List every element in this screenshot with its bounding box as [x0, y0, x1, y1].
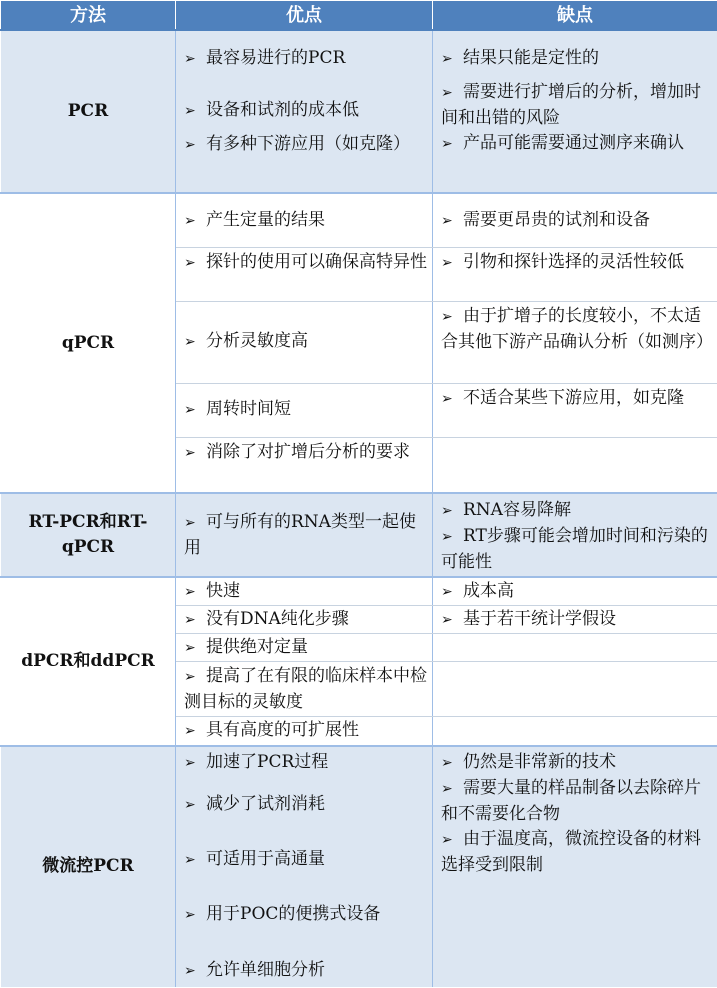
list-item: ➢ 减少了试剂消耗	[176, 792, 432, 818]
list-item: ➢ 提供绝对定量	[176, 634, 432, 661]
list-item: ➢ 基于若干统计学假设	[433, 606, 717, 633]
pros-cell	[176, 247, 433, 301]
arrow-bullet-icon: ➢	[441, 584, 453, 600]
arrow-bullet-icon: ➢	[184, 444, 196, 461]
arrow-bullet-icon: ➢	[441, 213, 453, 229]
list-item: ➢ 分析灵敏度高	[176, 329, 432, 355]
arrow-bullet-icon: ➢	[184, 723, 196, 739]
list-item: ➢ 可与所有的RNA类型一起使用	[184, 512, 416, 558]
pros-cell	[176, 493, 433, 577]
method-cell: 微流控PCR	[1, 746, 176, 988]
list-item: ➢ 产品可能需要通过测序来确认	[433, 131, 717, 157]
list-item: ➢ 设备和试剂的成本低	[176, 98, 432, 124]
list-item: ➢ 需要大量的样品制备以去除碎片和不需要化合物	[441, 777, 701, 824]
arrow-bullet-icon: ➢	[184, 515, 196, 531]
list-item: ➢ 加速了PCR过程	[176, 750, 432, 776]
cons-cell	[433, 30, 717, 193]
arrow-bullet-icon: ➢	[184, 213, 196, 229]
method-cell: dPCR和ddPCR	[1, 577, 176, 746]
list-item: ➢ RT步骤可能会增加时间和污染的可能性	[441, 526, 708, 572]
list-item: ➢ 提高了在有限的临床样本中检测目标的灵敏度	[184, 666, 427, 712]
list-item: ➢ 有多种下游应用（如克隆）	[176, 132, 432, 158]
list-item: ➢ 最容易进行的PCR	[176, 46, 432, 72]
arrow-bullet-icon: ➢	[441, 254, 453, 271]
list-item: ➢ 仍然是非常新的技术	[433, 750, 717, 776]
pros-cell	[176, 746, 433, 988]
cons-cell	[433, 634, 717, 662]
pros-cell	[176, 193, 433, 247]
arrow-bullet-icon: ➢	[441, 390, 453, 407]
list-item: ➢ 由于温度高，微流控设备的材料选择受到限制	[441, 828, 701, 875]
header-method: 方法	[1, 1, 176, 31]
arrow-bullet-icon: ➢	[184, 851, 196, 868]
table-row-pcr	[1, 30, 717, 193]
pros-cell	[176, 606, 433, 634]
arrow-bullet-icon: ➢	[184, 754, 196, 771]
table-row-qpcr	[1, 193, 717, 247]
header-row	[1, 1, 717, 31]
cons-cell	[433, 383, 717, 437]
arrow-bullet-icon: ➢	[441, 85, 453, 101]
cons-cell	[433, 193, 717, 247]
arrow-bullet-icon: ➢	[441, 612, 453, 628]
list-item: ➢ 需要进行扩增后的分析，增加时间和出错的风险	[441, 82, 701, 128]
list-item: ➢ 探针的使用可以确保高特异性	[176, 248, 432, 276]
cons-cell	[433, 493, 717, 577]
arrow-bullet-icon: ➢	[184, 612, 196, 628]
arrow-bullet-icon: ➢	[184, 640, 196, 656]
table-row-dpcr	[1, 577, 717, 606]
pros-cell	[176, 437, 433, 493]
arrow-bullet-icon: ➢	[184, 584, 196, 600]
list-item: ➢ 不适合某些下游应用，如克隆	[433, 384, 717, 412]
arrow-bullet-icon: ➢	[184, 669, 196, 685]
cons-cell	[433, 437, 717, 493]
arrow-bullet-icon: ➢	[441, 51, 453, 67]
list-item: ➢ 具有高度的可扩展性	[176, 717, 432, 744]
list-item: ➢ 周转时间短	[176, 397, 432, 423]
cons-cell	[433, 577, 717, 606]
list-item: ➢ 引物和探针选择的灵活性较低	[433, 248, 717, 276]
arrow-bullet-icon: ➢	[184, 334, 196, 350]
pros-cell	[176, 30, 433, 193]
table-row-microfluidic	[1, 746, 717, 988]
cons-cell	[433, 746, 717, 988]
arrow-bullet-icon: ➢	[441, 503, 453, 519]
arrow-bullet-icon: ➢	[441, 780, 453, 797]
table-row-rtpcr	[1, 493, 717, 577]
cons-cell	[433, 717, 717, 746]
list-item: ➢ 用于POC的便携式设备	[176, 902, 432, 928]
list-item: ➢ 没有DNA纯化步骤	[176, 606, 432, 633]
method-cell: RT-PCR和RT-qPCR	[1, 493, 176, 577]
arrow-bullet-icon: ➢	[441, 136, 453, 152]
arrow-bullet-icon: ➢	[184, 254, 196, 271]
arrow-bullet-icon: ➢	[184, 51, 196, 67]
cons-cell	[433, 301, 717, 383]
header-pros: 优点	[176, 1, 433, 31]
method-cell: PCR	[1, 30, 176, 193]
list-item: ➢ 快速	[176, 578, 432, 605]
arrow-bullet-icon: ➢	[441, 754, 453, 771]
arrow-bullet-icon: ➢	[184, 103, 196, 119]
pros-cell	[176, 634, 433, 662]
cons-cell	[433, 247, 717, 301]
list-item: ➢ 结果只能是定性的	[433, 46, 717, 72]
arrow-bullet-icon: ➢	[184, 137, 196, 153]
list-item: ➢ 成本高	[433, 578, 717, 605]
list-item: ➢ 产生定量的结果	[176, 194, 432, 234]
pros-cell	[176, 383, 433, 437]
pros-cell	[176, 662, 433, 717]
arrow-bullet-icon: ➢	[184, 962, 196, 979]
arrow-bullet-icon: ➢	[184, 796, 196, 813]
list-item: ➢ 可适用于高通量	[176, 847, 432, 873]
pros-cell	[176, 717, 433, 746]
arrow-bullet-icon: ➢	[184, 402, 196, 418]
arrow-bullet-icon: ➢	[441, 529, 453, 545]
list-item: ➢ 消除了对扩增后分析的要求	[176, 438, 432, 466]
pros-cell	[176, 301, 433, 383]
arrow-bullet-icon: ➢	[441, 831, 453, 848]
list-item: ➢ 允许单细胞分析	[176, 958, 432, 984]
pros-cell	[176, 577, 433, 606]
arrow-bullet-icon: ➢	[184, 906, 196, 923]
list-item: ➢ 需要更昂贵的试剂和设备	[433, 194, 717, 234]
method-cell: qPCR	[1, 193, 176, 493]
arrow-bullet-icon: ➢	[441, 308, 453, 325]
list-item: ➢ 由于扩增子的长度较小，不太适合其他下游产品确认分析（如测序）	[441, 305, 713, 352]
header-cons: 缺点	[433, 1, 717, 31]
cons-cell	[433, 662, 717, 717]
cons-cell	[433, 606, 717, 634]
list-item: ➢ RNA容易降解	[433, 494, 717, 524]
